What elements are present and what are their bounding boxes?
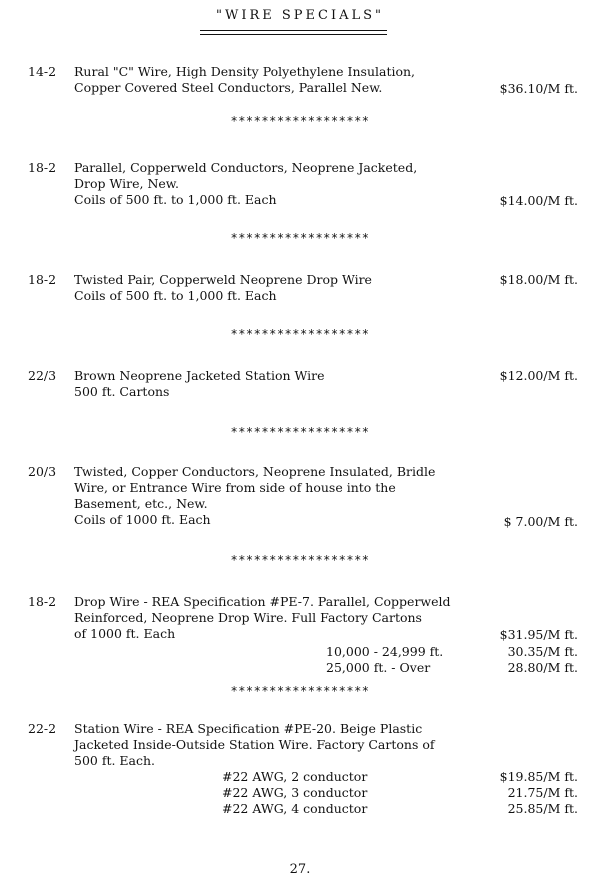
conductor-option-label: #22 AWG, 3 conductor [222, 785, 368, 800]
item-price: $31.95/M ft. [499, 627, 578, 642]
description-line: Drop Wire - REA Specification #PE-7. Parallel, Copperweld [74, 594, 451, 609]
conductor-option-label: #22 AWG, 2 conductor [222, 769, 368, 784]
item-description [74, 64, 415, 96]
separator-stars: ****************** [230, 425, 370, 439]
description-line: Coils of 1000 ft. Each [74, 512, 211, 527]
separator-stars: ****************** [230, 327, 370, 341]
conductor-option-price: 25.85/M ft. [507, 801, 578, 816]
title-underline-second [200, 34, 387, 35]
separator-stars: ****************** [230, 231, 370, 245]
description-line: 500 ft. Cartons [74, 384, 170, 399]
conductor-option-price: $19.85/M ft. [499, 769, 578, 784]
quantity-tier-price: 28.80/M ft. [507, 660, 578, 675]
item-code: 20/3 [28, 464, 57, 479]
item-code: 14-2 [28, 64, 57, 79]
description-line: Parallel, Copperweld Conductors, Neoprene Jacketed, [74, 160, 418, 175]
item-description [74, 368, 325, 400]
description-line: 500 ft. Each. [74, 753, 156, 768]
separator-stars: ****************** [230, 114, 370, 128]
separator-stars: ****************** [230, 553, 370, 567]
item-price: $18.00/M ft. [499, 272, 578, 287]
description-line: Twisted, Copper Conductors, Neoprene Insulated, Bridle [74, 464, 436, 479]
item-code: 22-2 [28, 721, 57, 736]
item-description [74, 464, 435, 528]
item-code: 22/3 [28, 368, 57, 383]
item-description [74, 160, 417, 208]
description-line: Coils of 500 ft. to 1,000 ft. Each [74, 192, 277, 207]
description-line: Rural "C" Wire, High Density Polyethylene Insulation, [74, 64, 416, 79]
separator-stars: ****************** [230, 684, 370, 698]
description-line: of 1000 ft. Each [74, 626, 176, 641]
description-line: Basement, etc., New. [74, 496, 208, 511]
item-code: 18-2 [28, 160, 57, 175]
item-code: 18-2 [28, 594, 57, 609]
item-price: $36.10/M ft. [499, 81, 578, 96]
item-price: $14.00/M ft. [499, 193, 578, 208]
title-underline [200, 30, 387, 31]
quantity-tier-label: 25,000 ft. - Over [326, 660, 431, 675]
conductor-option-price: 21.75/M ft. [507, 785, 578, 800]
description-line: Coils of 500 ft. to 1,000 ft. Each [74, 288, 277, 303]
description-line: Copper Covered Steel Conductors, Parallel New. [74, 80, 383, 95]
description-line: Wire, or Entrance Wire from side of house into the [74, 480, 396, 495]
item-description [74, 594, 451, 642]
description-line: Jacketed Inside-Outside Station Wire. Factory Cartons of [74, 737, 435, 752]
item-price: $12.00/M ft. [499, 368, 578, 383]
item-description [74, 721, 435, 769]
conductor-option-label: #22 AWG, 4 conductor [222, 801, 368, 816]
description-line: Brown Neoprene Jacketed Station Wire [74, 368, 325, 383]
quantity-tier-label: 10,000 - 24,999 ft. [326, 644, 444, 659]
page-number: 27. [289, 862, 311, 877]
description-line: Station Wire - REA Specification #PE-20. Beige Plastic [74, 721, 423, 736]
item-description [74, 272, 372, 304]
item-code: 18-2 [28, 272, 57, 287]
quantity-tier-price: 30.35/M ft. [507, 644, 578, 659]
description-line: Reinforced, Neoprene Drop Wire. Full Factory Cartons [74, 610, 422, 625]
item-price: $ 7.00/M ft. [503, 514, 578, 529]
description-line: Drop Wire, New. [74, 176, 179, 191]
page-title: "WIRE SPECIALS" [215, 8, 385, 23]
description-line: Twisted Pair, Copperweld Neoprene Drop Wire [74, 272, 372, 287]
